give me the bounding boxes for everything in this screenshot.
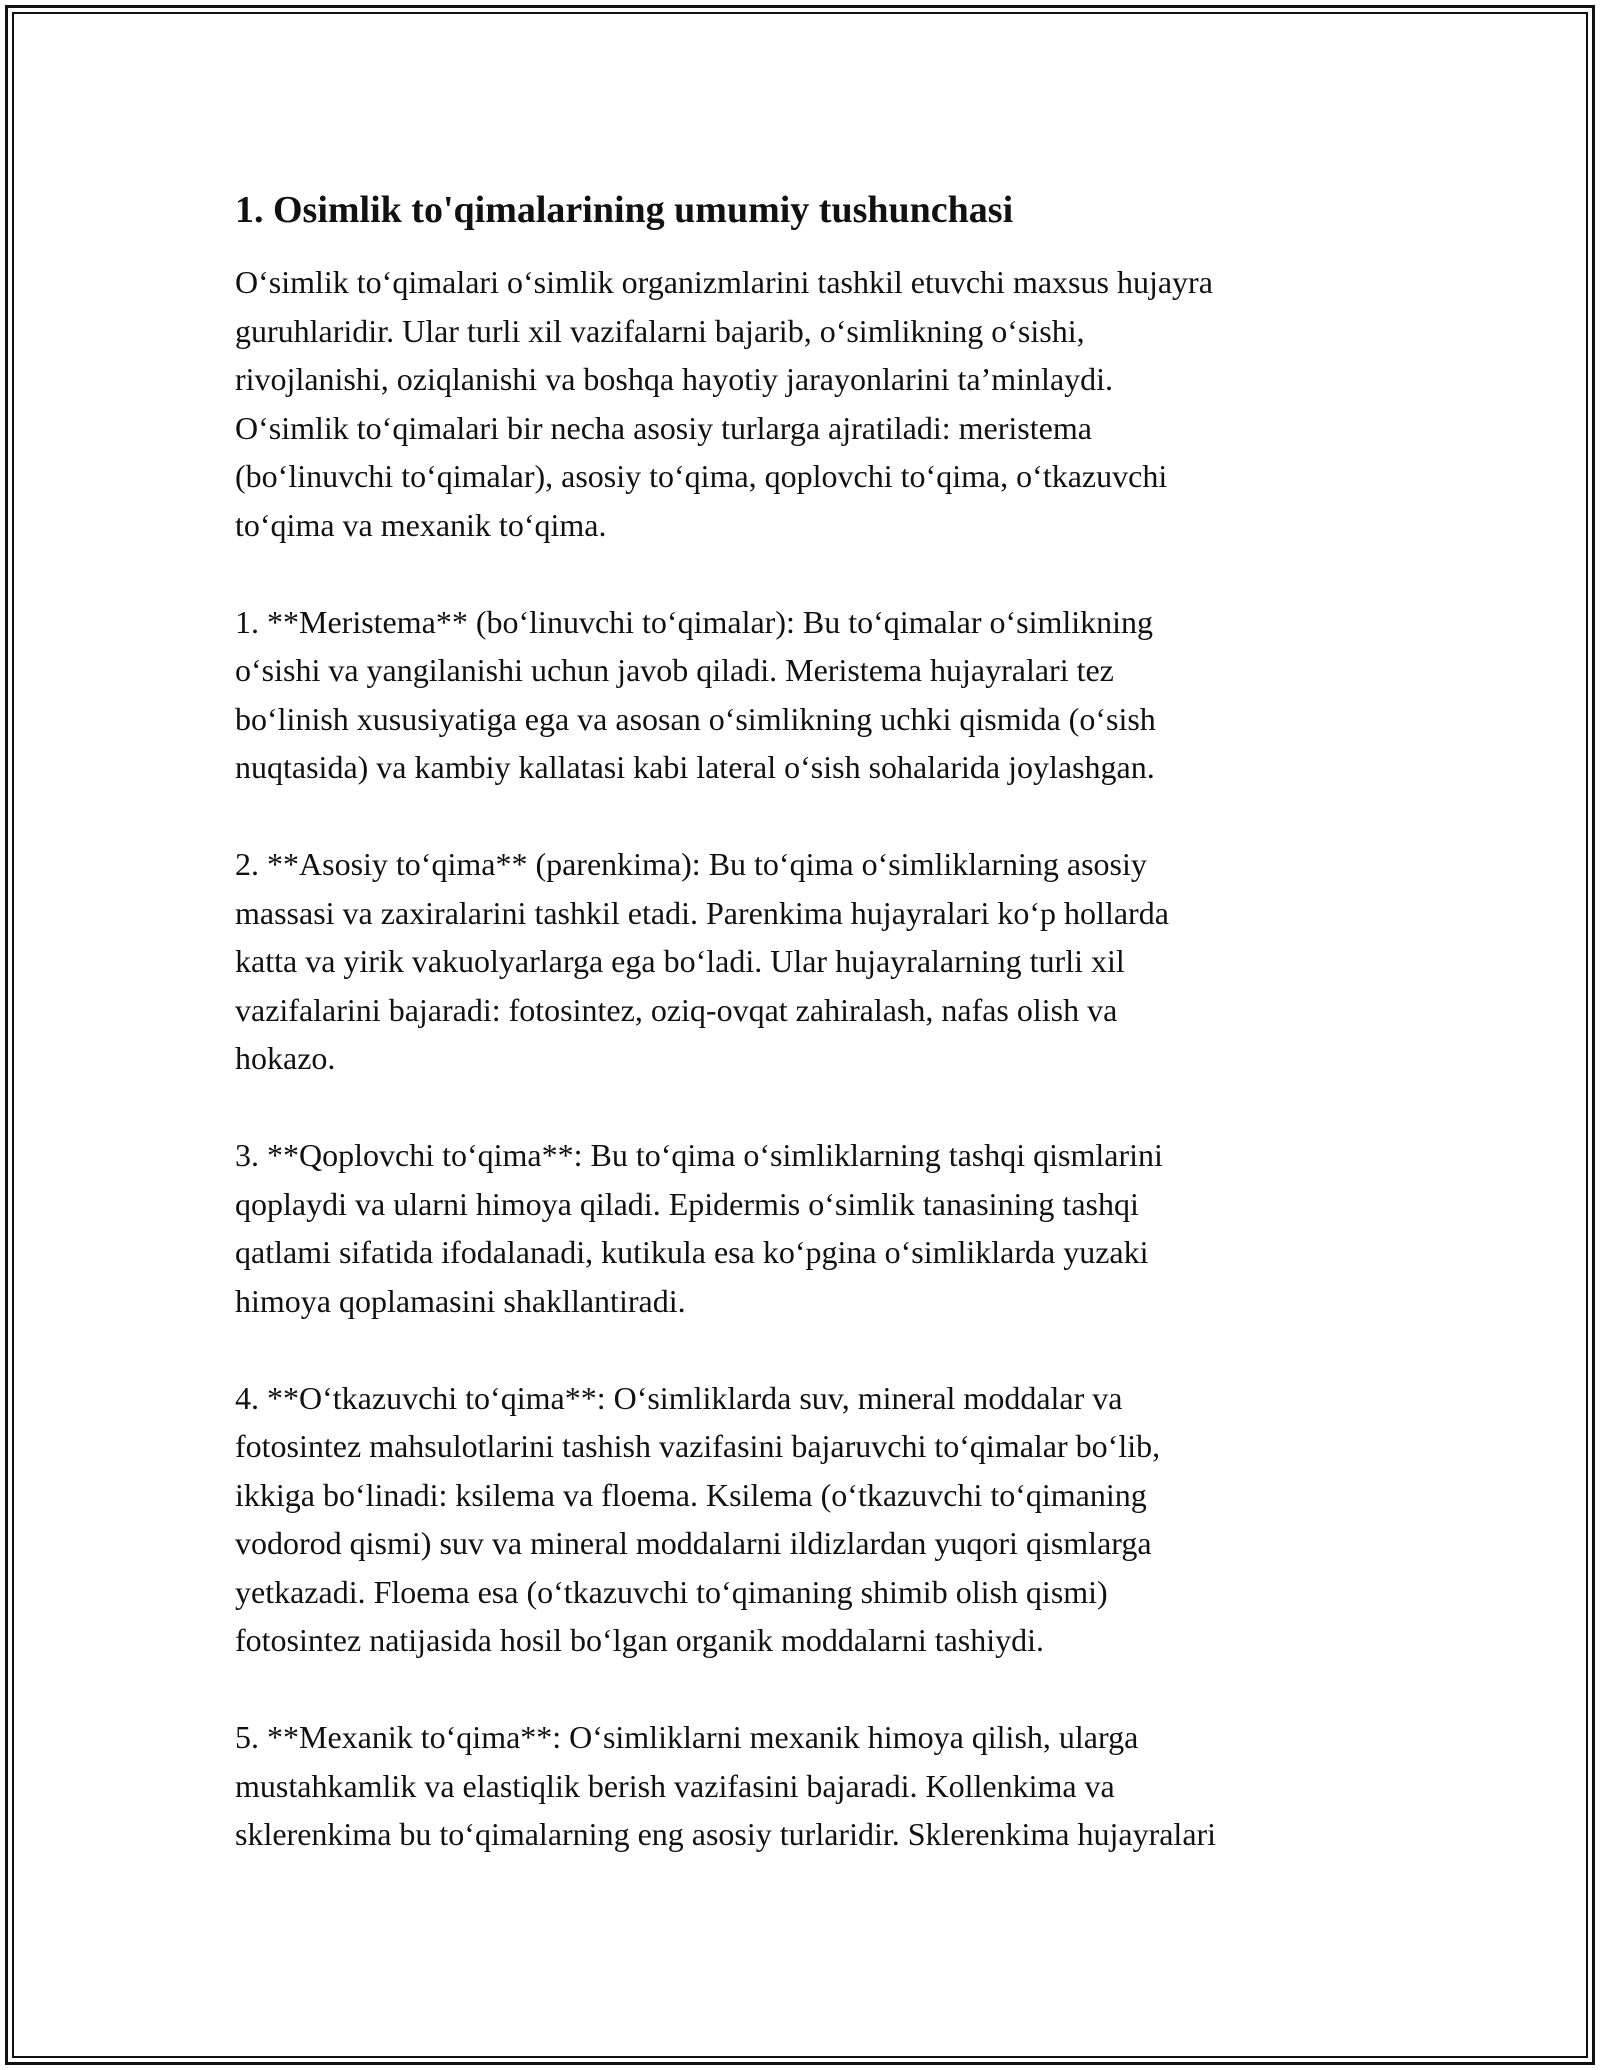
text-line: fotosintez natijasida hosil boʻlgan organik moddalarni tashiydi. [235, 1622, 1045, 1658]
text-line: vodorod qismi) suv va mineral moddalarni ildizlardan yuqori qismlarga [235, 1525, 1152, 1561]
text-line: 2. **Asosiy toʻqima** (parenkima): Bu toʻqima oʻsimliklarning asosiy [235, 846, 1147, 882]
paragraph-meristema [235, 598, 1380, 792]
text-line: 3. **Qoplovchi toʻqima**: Bu toʻqima oʻsimliklarning tashqi qismlarini [235, 1137, 1163, 1173]
text-line: Oʻsimlik toʻqimalari bir necha asosiy turlarga ajratiladi: meristema [235, 409, 1092, 446]
text-line: toʻqima va mexanik toʻqima. [235, 506, 607, 543]
paragraph-asosiy-toqima [235, 840, 1380, 1083]
document-title: 1. Osimlik to'qimalarining umumiy tushunchasi [235, 189, 1014, 231]
text-line: yetkazadi. Floema esa (oʻtkazuvchi toʻqimaning shimib olish qismi) [235, 1573, 1108, 1610]
text-line: massasi va zaxiralarini tashkil etadi. Parenkima hujayralari koʻp hollarda [235, 894, 1169, 931]
text-line: 4. **Oʻtkazuvchi toʻqima**: Oʻsimliklarda suv, mineral moddalar va [235, 1379, 1123, 1416]
text-line: 5. **Mexanik toʻqima**: Oʻsimliklarni mexanik himoya qilish, ularga [235, 1719, 1139, 1755]
text-line: qoplaydi va ularni himoya qiladi. Epidermis oʻsimlik tanasining tashqi [235, 1185, 1139, 1222]
text-line: katta va yirik vakuolyarlarga ega boʻladi. Ular hujayralarning turli xil [235, 943, 1125, 979]
text-line: fotosintez mahsulotlarini tashish vazifasini bajaruvchi toʻqimalar boʻlib, [235, 1428, 1161, 1464]
paragraph-mexanik-toqima [235, 1713, 1380, 1859]
text-line: qatlami sifatida ifodalanadi, kutikula esa koʻpgina oʻsimliklarda yuzaki [235, 1234, 1149, 1270]
text-line: boʻlinish xususiyatiga ega va asosan oʻsimlikning uchki qismida (oʻsish [235, 700, 1156, 737]
text-line: himoya qoplamasini shakllantiradi. [235, 1282, 686, 1319]
text-line: rivojlanishi, oziqlanishi va boshqa hayotiy jarayonlarini taʼminlaydi. [235, 361, 1114, 397]
text-line: (boʻlinuvchi toʻqimalar), asosiy toʻqima, qoplovchi toʻqima, oʻtkazuvchi [235, 458, 1168, 494]
paragraph-otkazuvchi-toqima [235, 1374, 1380, 1665]
text-line: vazifalarini bajaradi: fotosintez, oziq-ovqat zahiralash, nafas olish va [235, 991, 1118, 1028]
text-line: hokazo. [235, 1040, 336, 1076]
text-line: ikkiga boʻlinadi: ksilema va floema. Ksilema (oʻtkazuvchi toʻqimaning [235, 1476, 1147, 1513]
text-line: 1. **Meristema** (boʻlinuvchi toʻqimalar): Bu toʻqimalar oʻsimlikning [235, 603, 1154, 640]
text-line: guruhlaridir. Ular turli xil vazifalarni bajarib, oʻsimlikning oʻsishi, [235, 312, 1085, 349]
text-line: mustahkamlik va elastiqlik berish vazifasini bajaradi. Kollenkima va [235, 1767, 1115, 1804]
document-body [235, 186, 1380, 1907]
text-line: Oʻsimlik toʻqimalari oʻsimlik organizmlarini tashkil etuvchi maxsus hujayra [235, 264, 1213, 300]
text-line: oʻsishi va yangilanishi uchun javob qiladi. Meristema hujayralari tez [235, 652, 1114, 688]
paragraph-qoplovchi-toqima [235, 1131, 1380, 1325]
paragraph-intro [235, 258, 1380, 549]
text-line: sklerenkima bu toʻqimalarning eng asosiy turlaridir. Sklerenkima hujayralari [235, 1816, 1217, 1852]
text-line: nuqtasida) va kambiy kallatasi kabi lateral oʻsish sohalarida joylashgan. [235, 749, 1155, 785]
